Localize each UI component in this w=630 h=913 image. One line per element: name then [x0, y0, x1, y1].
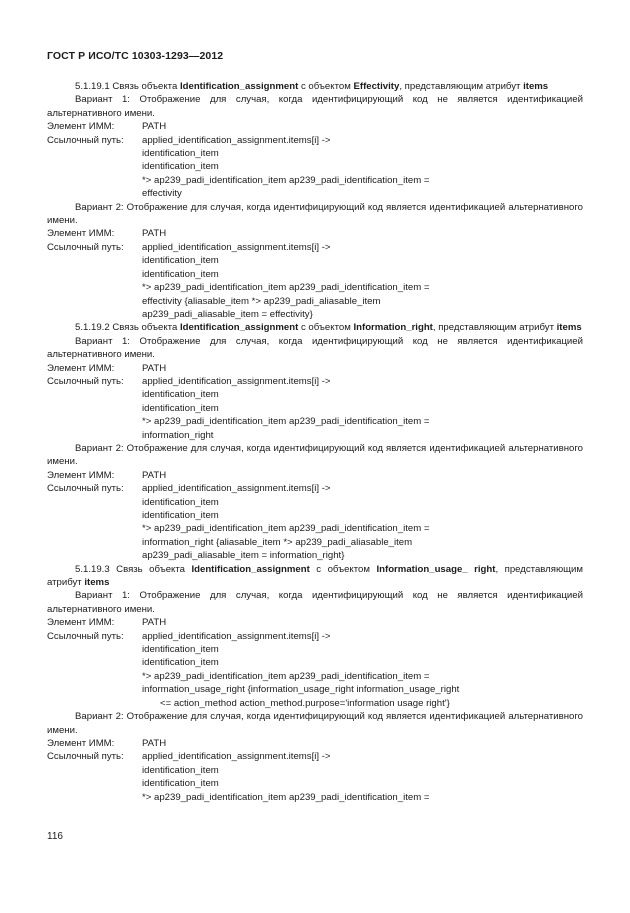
path-line: identification_item — [142, 402, 219, 414]
element-row — [47, 227, 583, 240]
path-label: Ссылочный путь: — [47, 483, 124, 495]
heading-prefix: 5.1.19.3 Связь объекта — [75, 563, 192, 575]
path-label: Ссылочный путь: — [47, 630, 124, 642]
heading-entity: Identification_assignment — [179, 81, 299, 92]
element-value: PATH — [142, 737, 167, 749]
element-value: PATH — [142, 362, 167, 374]
path-row — [47, 482, 583, 495]
variant-description: Вариант 1: Отображение для случая, когда идентифицирующий код не является идентификацией альтернативного имени. — [47, 94, 583, 119]
variant-description: Вариант 2: Отображение для случая, когда идентифицирующий код является идентификацией альтернативного имени. — [47, 201, 583, 227]
section-heading — [47, 321, 583, 334]
path-line: identification_item — [142, 148, 219, 160]
path-line: applied_identification_assignment.items[i] -> — [142, 483, 331, 495]
heading-suffix: , представляющим атрибут — [432, 322, 557, 334]
path-line: <= action_method action_method.purpose='information usage right'} — [160, 697, 450, 709]
variant-description: Вариант 2: Отображение для случая, когда идентифицирующий код является идентификацией альтернативного имени. — [47, 442, 583, 468]
path-line: ap239_padi_aliasable_item = effectivity} — [142, 308, 313, 320]
path-label: Ссылочный путь: — [47, 375, 124, 387]
element-value: PATH — [142, 121, 167, 133]
path-line: applied_identification_assignment.items[i] -> — [142, 630, 331, 642]
path-label: Ссылочный путь: — [47, 751, 124, 763]
path-line: *> ap239_padi_identification_item ap239_padi_identification_item = — [142, 791, 430, 803]
path-label: Ссылочный путь: — [47, 241, 124, 253]
path-line: effectivity {aliasable_item *> ap239_padi_aliasable_item — [142, 295, 381, 307]
heading-prefix: 5.1.19.1 Связь объекта — [75, 81, 180, 92]
element-row — [47, 362, 583, 375]
element-value: PATH — [142, 469, 167, 481]
heading-suffix: , представляющим атрибут — [399, 81, 524, 92]
heading-target: Information_right — [353, 322, 433, 334]
path-line: ap239_padi_aliasable_item = information_right} — [142, 550, 345, 562]
path-line: *> ap239_padi_identification_item ap239_padi_identification_item = — [142, 670, 430, 682]
element-row — [47, 737, 583, 750]
path-row — [47, 134, 583, 147]
path-row — [47, 750, 583, 763]
path-line: identification_item — [142, 496, 219, 508]
path-label: Ссылочный путь: — [47, 134, 124, 146]
element-label: Элемент ИММ: — [47, 469, 115, 481]
variant-description: Вариант 1: Отображение для случая, когда идентифицирующий код не является идентификацией альтернативного имени. — [47, 590, 583, 615]
heading-entity: Identification_assignment — [191, 563, 310, 575]
heading-attr: items — [556, 322, 582, 334]
element-label: Элемент ИММ: — [47, 737, 115, 749]
path-line: identification_item — [142, 778, 219, 790]
element-label: Элемент ИММ: — [47, 362, 115, 374]
document-body — [47, 80, 583, 804]
path-line: applied_identification_assignment.items[i] -> — [142, 751, 331, 763]
path-line: information_right — [142, 429, 214, 441]
path-row — [47, 630, 583, 643]
page-header: ГОСТ Р ИСО/ТС 10303-1293—2012 — [47, 50, 224, 62]
heading-target: Effectivity — [353, 81, 400, 92]
heading-mid: с объектом — [298, 81, 354, 92]
element-value: PATH — [142, 228, 167, 240]
path-line: applied_identification_assignment.items[i] -> — [142, 134, 331, 146]
heading-attr: items — [84, 577, 110, 589]
path-row — [47, 241, 583, 254]
path-line: *> ap239_padi_identification_item ap239_padi_identification_item = — [142, 523, 430, 535]
path-row — [47, 375, 583, 388]
heading-prefix: 5.1.19.2 Связь объекта — [75, 322, 180, 334]
element-row — [47, 469, 583, 482]
path-line: applied_identification_assignment.items[i] -> — [142, 375, 331, 387]
path-line: identification_item — [142, 389, 219, 401]
path-line: identification_item — [142, 764, 219, 776]
section-heading — [47, 80, 583, 93]
path-line: *> ap239_padi_identification_item ap239_padi_identification_item = — [142, 174, 430, 186]
heading-mid: с объектом — [309, 563, 377, 575]
element-label: Элемент ИММ: — [47, 121, 115, 133]
variant-description: Вариант 2: Отображение для случая, когда идентифицирующий код является идентификацией альтернативного имени. — [47, 711, 583, 736]
heading-mid: с объектом — [298, 322, 354, 334]
path-line: identification_item — [142, 255, 219, 267]
element-value: PATH — [142, 617, 167, 629]
path-line: information_usage_right {information_usage_right information_usage_right — [142, 684, 460, 696]
path-line: identification_item — [142, 268, 219, 280]
heading-suffix: , представляющим атрибут — [47, 563, 584, 589]
path-line: *> ap239_padi_identification_item ap239_padi_identification_item = — [142, 282, 430, 294]
section-heading — [47, 563, 583, 590]
path-line: identification_item — [142, 510, 219, 521]
element-row — [47, 616, 583, 629]
path-line: applied_identification_assignment.items[i] -> — [142, 241, 331, 253]
path-line: information_right {aliasable_item *> ap239_padi_aliasable_item — [142, 536, 413, 548]
element-row — [47, 120, 583, 133]
heading-entity: Identification_assignment — [179, 322, 299, 334]
path-line: *> ap239_padi_identification_item ap239_padi_identification_item = — [142, 416, 430, 428]
page-number: 116 — [47, 831, 63, 842]
path-line: effectivity — [142, 188, 182, 200]
heading-attr: items — [523, 81, 549, 92]
element-label: Элемент ИММ: — [47, 617, 115, 629]
path-line: identification_item — [142, 644, 219, 656]
path-line: identification_item — [142, 161, 219, 173]
heading-target: Information_usage_ right — [376, 563, 496, 575]
path-line: identification_item — [142, 657, 219, 669]
variant-description: Вариант 1: Отображение для случая, когда идентифицирующий код не является идентификацией альтернативного имени. — [47, 335, 583, 361]
element-label: Элемент ИММ: — [47, 228, 115, 240]
